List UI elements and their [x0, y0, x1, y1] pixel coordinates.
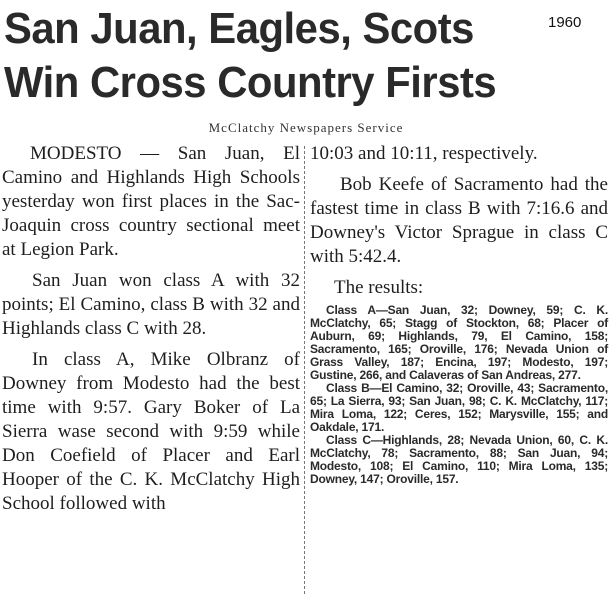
results-class-c: Class C—Highlands, 28; Nevada Union, 60, C. K. McClatchy, 78; Sacramento, 88; San Juan, 94; Modesto, 108; El Camino, 110; Mira Loma, 135; Downey, 147; Oroville, 157. — [310, 433, 608, 486]
paragraph: 10:03 and 10:11, respectively. — [310, 143, 538, 164]
results-heading: The results: — [334, 277, 424, 298]
headline — [4, 2, 544, 110]
left-column — [2, 142, 300, 523]
paragraph: MODESTO — San Juan, El Camino and Highlands High Schools yesterday won first places in the Sac-Joaquin cross country sectional meet at Legion Park. — [2, 143, 300, 260]
year-note: 1960 — [548, 14, 582, 31]
results-class-b: Class B—El Camino, 32; Oroville, 43; Sacramento, 65; La Sierra, 93; San Juan, 98; C. K. McClatchy, 117; Mira Loma, 122; Ceres, 152; Marysville, 155; and Oakdale, 171. — [310, 381, 608, 434]
paragraph: In class A, Mike Olbranz of Downey from Modesto had the best time with 9:57. Gary Boker of La Sierra wase second with 9:59 while Don Coefield of Placer and Earl Hooper of the C. K. McClatchy High School followed with — [2, 349, 300, 514]
results-list — [310, 304, 608, 486]
paragraph: San Juan won class A with 32 points; El Camino, class B with 32 and Highlands class C with 28. — [2, 270, 300, 339]
headline-line-1: San Juan, Eagles, Scots — [4, 4, 474, 53]
paragraph: Bob Keefe of Sacramento had the fastest time in class B with 7:16.6 and Downey's Victor Sprague in class C with 5:42.4. — [310, 174, 608, 267]
results-class-a: Class A—San Juan, 32; Downey, 59; C. K. McClatchy, 65; Stagg of Stockton, 68; Placer of Auburn, 69; Highlands, 79, El Camino, 158; Sacramento, 165; Oroville, 176; Nevada Union of Grass Valley, 187; Encina, 197; Modesto, 197; Gustine, 266, and Calaveras of San Andreas, 277. — [310, 303, 608, 382]
byline-service: McClatchy Newspapers Service — [208, 120, 404, 135]
headline-line-2: Win Cross Country Firsts — [4, 58, 497, 107]
column-divider — [304, 146, 305, 594]
right-column — [310, 142, 608, 486]
